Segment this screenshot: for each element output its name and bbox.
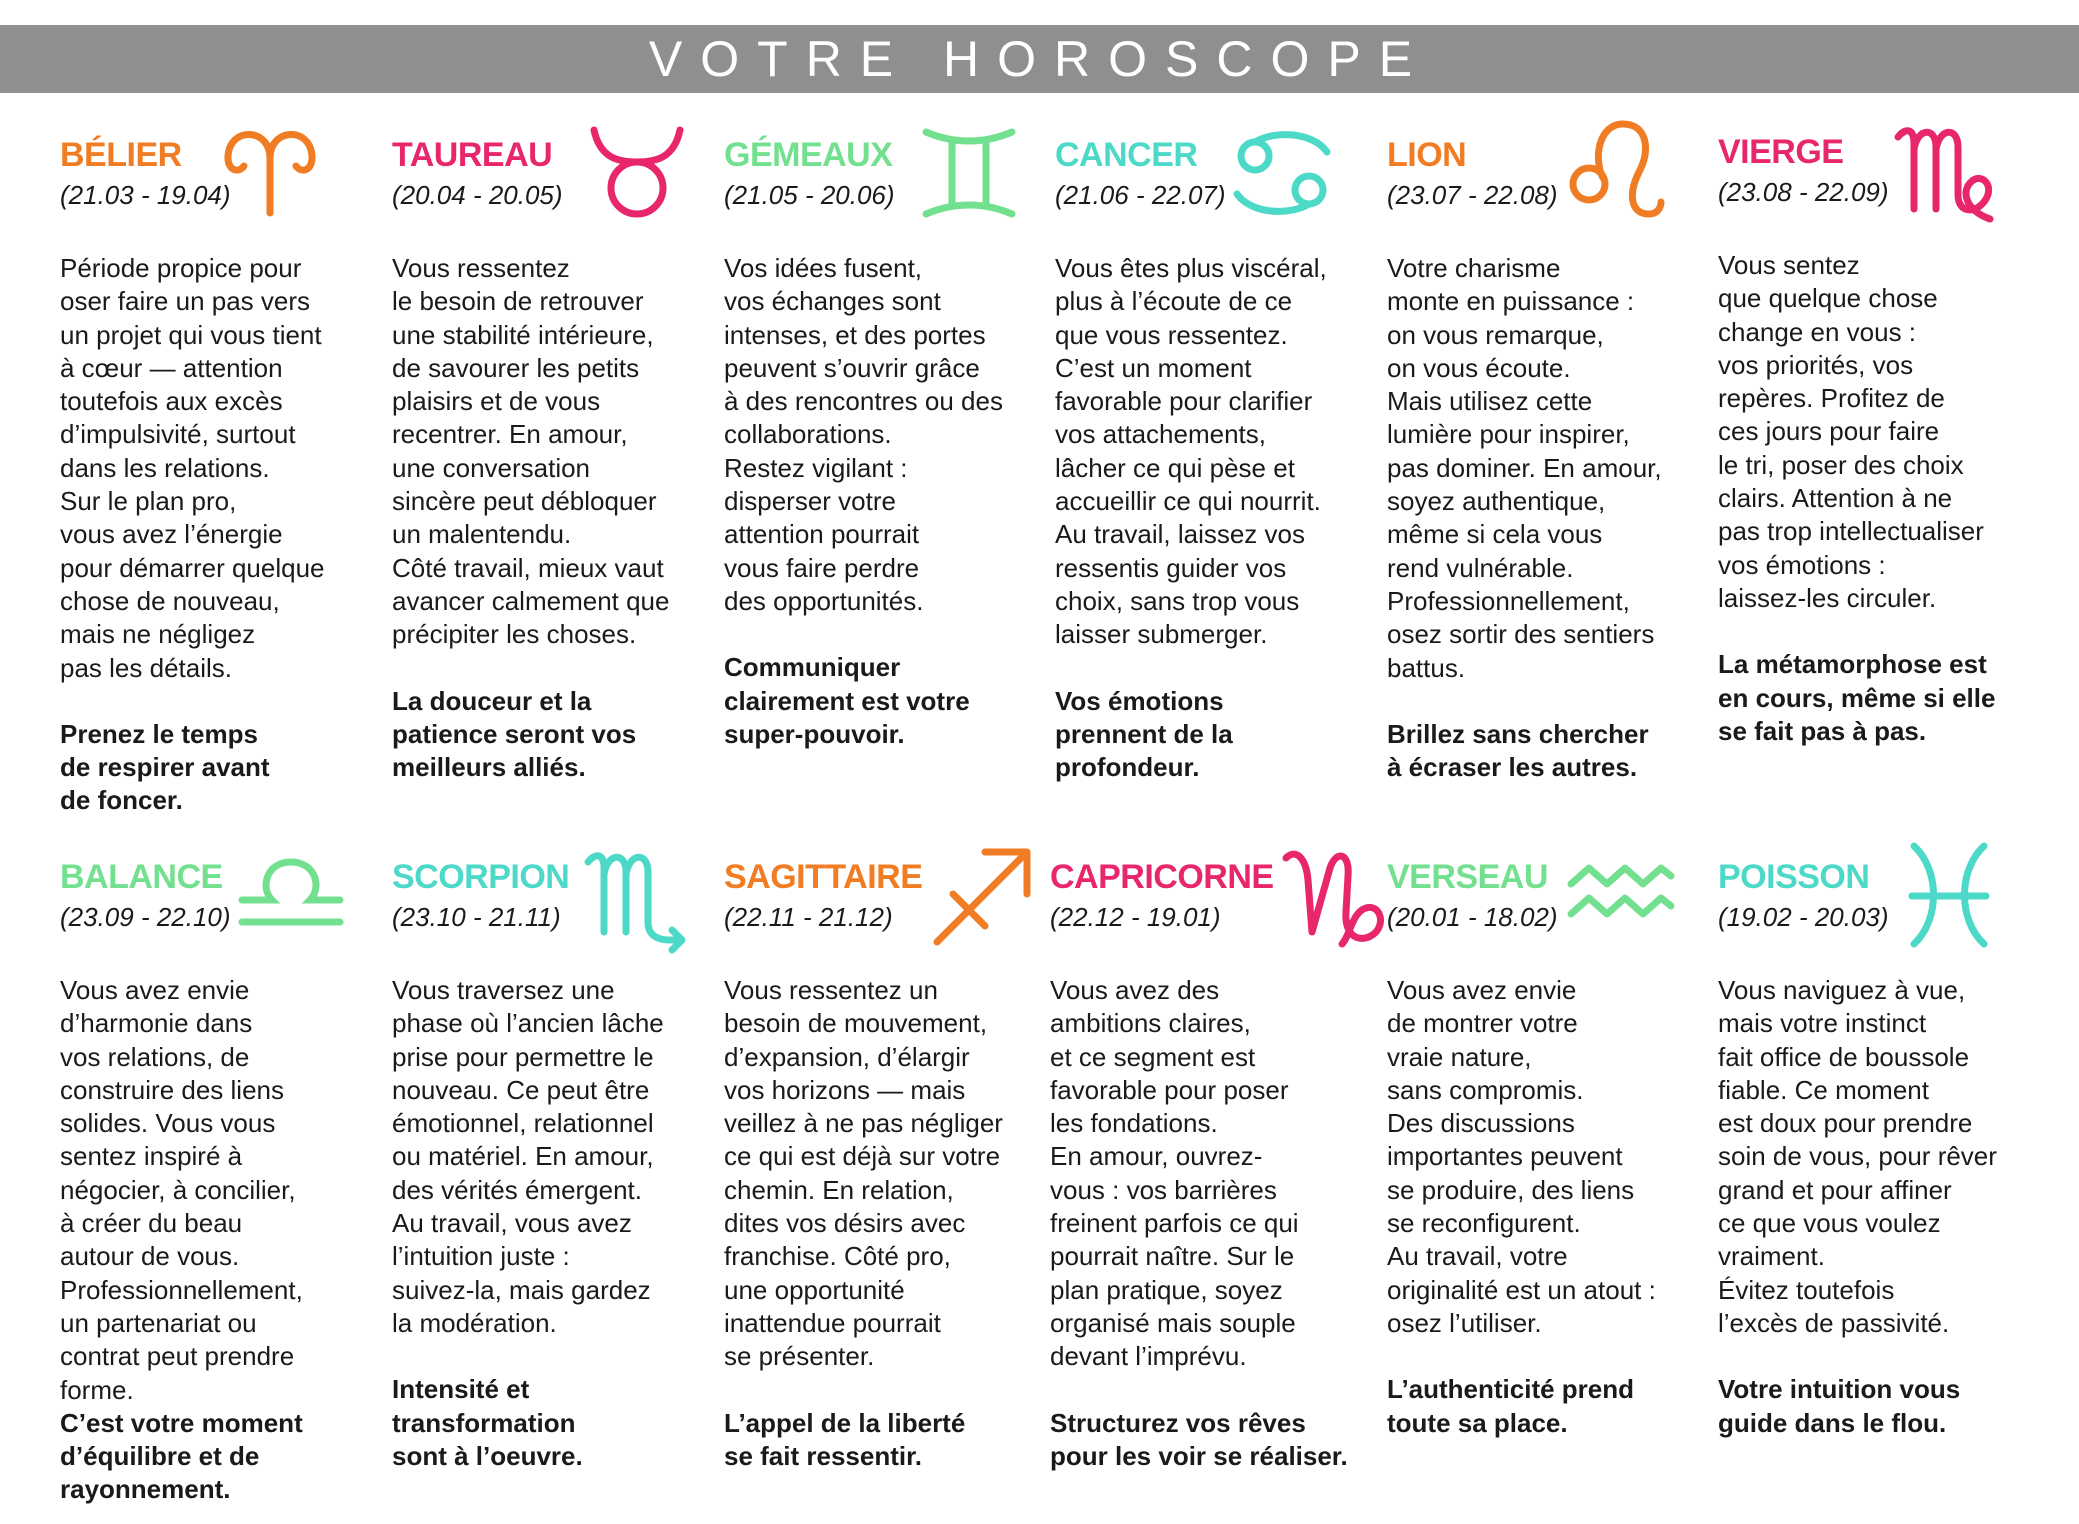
page-title: VOTRE HOROSCOPE: [0, 25, 2079, 93]
sign-text: Vous êtes plus viscéral, plus à l’écoute de ce que vous ressentez. C’est un moment favorable pour clarifier vos attachements, lâcher ce qui pèse et accueillir ce qui nourrit. Au travail, laissez vos ressentis guider vos choix, sans trop vous laisser submerger.: [1055, 253, 1327, 650]
sign-dates: (23.09 - 22.10): [60, 902, 231, 932]
sign-belier: [60, 118, 380, 818]
sign-text: Vous avez envie de montrer votre vraie nature, sans compromis. Des discussions importantes peuvent se produire, des liens se reconfigurent. Au travail, votre originalité est un atout : osez l’utiliser.: [1387, 975, 1656, 1338]
sign-verseau: [1387, 840, 1707, 1440]
sign-name: GÉMEAUX: [724, 136, 893, 174]
sign-text: Vous ressentez le besoin de retrouver une stabilité intérieure, de savourer les petits plaisirs et de vous recentrer. En amour, une conversation sincère peut débloquer un malentendu. Côté travail, mieux vaut avancer calmement que précipiter les choses.: [392, 253, 670, 650]
sign-name: VIERGE: [1718, 133, 1844, 171]
libra-icon: [236, 840, 346, 950]
capricorn-icon: [1282, 840, 1392, 950]
sign-text: Vous avez envie d’harmonie dans vos relations, de construire des liens solides. Vous vous sentez inspiré à négocier, à concilier, à créer du beau autour de vous. Professionnellement, un partenariat ou contrat peut prendre forme.: [60, 975, 303, 1405]
aquarius-icon: [1567, 840, 1677, 950]
sagittarius-icon: [929, 840, 1039, 950]
sign-dates: (23.08 - 22.09): [1718, 177, 1889, 207]
aries-icon: [212, 118, 322, 228]
sign-cancer: [1055, 118, 1375, 784]
sign-conclusion: C’est votre moment d’équilibre et de rayonnement.: [60, 1407, 303, 1505]
sign-name: VERSEAU: [1387, 858, 1548, 896]
sign-gemeaux: [724, 118, 1044, 751]
sign-dates: (21.05 - 20.06): [724, 180, 895, 210]
pisces-icon: [1894, 840, 2004, 950]
sign-name: BÉLIER: [60, 136, 182, 174]
sign-dates: (21.03 - 19.04): [60, 180, 231, 210]
taurus-icon: [582, 118, 692, 228]
sign-conclusion: L’authenticité prend toute sa place.: [1387, 1374, 1635, 1438]
sign-name: CANCER: [1055, 136, 1198, 174]
sign-scorpion: [392, 840, 712, 1473]
sign-conclusion: La douceur et la patience seront vos meilleurs alliés.: [392, 685, 637, 783]
sign-name: SCORPION: [392, 858, 570, 896]
sign-balance: [60, 840, 380, 1507]
sign-text: Vous naviguez à vue, mais votre instinct fait office de boussole fiable. Ce moment est doux pour prendre soin de vous, pour rêver grand et pour affiner ce que vous voulez vraiment. Évitez toutefois l’excès de passivité.: [1718, 975, 1997, 1338]
sign-dates: (19.02 - 20.03): [1718, 902, 1889, 932]
sign-conclusion: L’appel de la liberté se fait ressentir.: [724, 1407, 966, 1471]
sign-poisson: [1718, 840, 2038, 1440]
sign-conclusion: Votre intuition vous guide dans le flou.: [1718, 1374, 1961, 1438]
sign-name: SAGITTAIRE: [724, 858, 923, 896]
sign-dates: (23.07 - 22.08): [1387, 180, 1558, 210]
sign-name: TAUREAU: [392, 136, 553, 174]
sign-conclusion: Intensité et transformation sont à l’oeuvre.: [392, 1374, 583, 1471]
sign-dates: (22.12 - 19.01): [1050, 902, 1221, 932]
sign-conclusion: Vos émotions prennent de la profondeur.: [1055, 685, 1233, 783]
sign-text: Vos idées fusent, vos échanges sont intenses, et des portes peuvent s’ouvrir grâce à des rencontres ou des collaborations. Restez vigilant : disperser votre attention pourrait vous faire perdre des opportunités.: [724, 253, 1003, 616]
sign-conclusion: Communiquer clairement est votre super-pouvoir.: [724, 652, 970, 749]
sign-dates: (20.01 - 18.02): [1387, 902, 1558, 932]
sign-dates: (22.11 - 21.12): [724, 902, 893, 932]
sign-text: Période propice pour oser faire un pas vers un projet qui vous tient à cœur — attention toutefois aux excès d’impulsivité, surtout dans les relations. Sur le plan pro, vous avez l’énergie pour démarrer quelque chose de nouveau, mais ne négligez pas les détails.: [60, 253, 325, 683]
sign-lion: [1387, 118, 1707, 784]
sign-dates: (23.10 - 21.11): [392, 902, 561, 932]
sign-capricorne: [1050, 840, 1370, 1473]
sign-conclusion: La métamorphose est en cours, même si elle se fait pas à pas.: [1718, 649, 1996, 746]
sign-sagittaire: [724, 840, 1044, 1473]
sign-text: Votre charisme monte en puissance : on vous remarque, on vous écoute. Mais utilisez cette lumière pour inspirer, pas dominer. En amour, soyez authentique, même si cela vous rend vulnérable. Professionnellement, osez sortir des sentiers battus.: [1387, 253, 1662, 683]
sign-dates: (20.04 - 20.05): [392, 180, 563, 210]
sign-dates: (21.06 - 22.07): [1055, 180, 1226, 210]
sign-text: Vous ressentez un besoin de mouvement, d’expansion, d’élargir vos horizons — mais veillez à ne pas négliger ce qui est déjà sur votre chemin. En relation, dites vos désirs avec franchise. Côté pro, une opportunité inattendue pourrait se présenter.: [724, 975, 1003, 1372]
virgo-icon: [1890, 115, 2000, 225]
sign-conclusion: Prenez le temps de respirer avant de foncer.: [60, 718, 270, 816]
leo-icon: [1559, 118, 1669, 228]
sign-taureau: [392, 118, 712, 784]
sign-text: Vous sentez que quelque chose change en vous : vos priorités, vos repères. Profitez de ces jours pour faire le tri, poser des choix clairs. Attention à ne pas trop intellectualiser vos émotions : laissez-les circuler.: [1718, 250, 1984, 613]
scorpio-icon: [582, 840, 692, 950]
sign-vierge: [1718, 115, 2038, 748]
sign-name: LION: [1387, 136, 1467, 174]
sign-name: CAPRICORNE: [1050, 858, 1274, 896]
sign-name: BALANCE: [60, 858, 223, 896]
sign-conclusion: Brillez sans chercher à écraser les autres.: [1387, 718, 1649, 783]
cancer-icon: [1227, 118, 1337, 228]
sign-text: Vous avez des ambitions claires, et ce segment est favorable pour poser les fondations. En amour, ouvrez- vous : vos barrières freinent parfois ce qui pourrait naître. Sur le plan pratique, soyez organisé mais souple devant l’imprévu.: [1050, 975, 1299, 1372]
sign-name: POISSON: [1718, 858, 1870, 896]
gemini-icon: [914, 118, 1024, 228]
sign-conclusion: Structurez vos rêves pour les voir se réaliser.: [1050, 1407, 1348, 1471]
sign-text: Vous traversez une phase où l’ancien lâche prise pour permettre le nouveau. Ce peut être émotionnel, relationnel ou matériel. En amour, des vérités émergent. Au travail, vous avez l’intuition juste : suivez-la, mais gardez la modération.: [392, 975, 664, 1338]
